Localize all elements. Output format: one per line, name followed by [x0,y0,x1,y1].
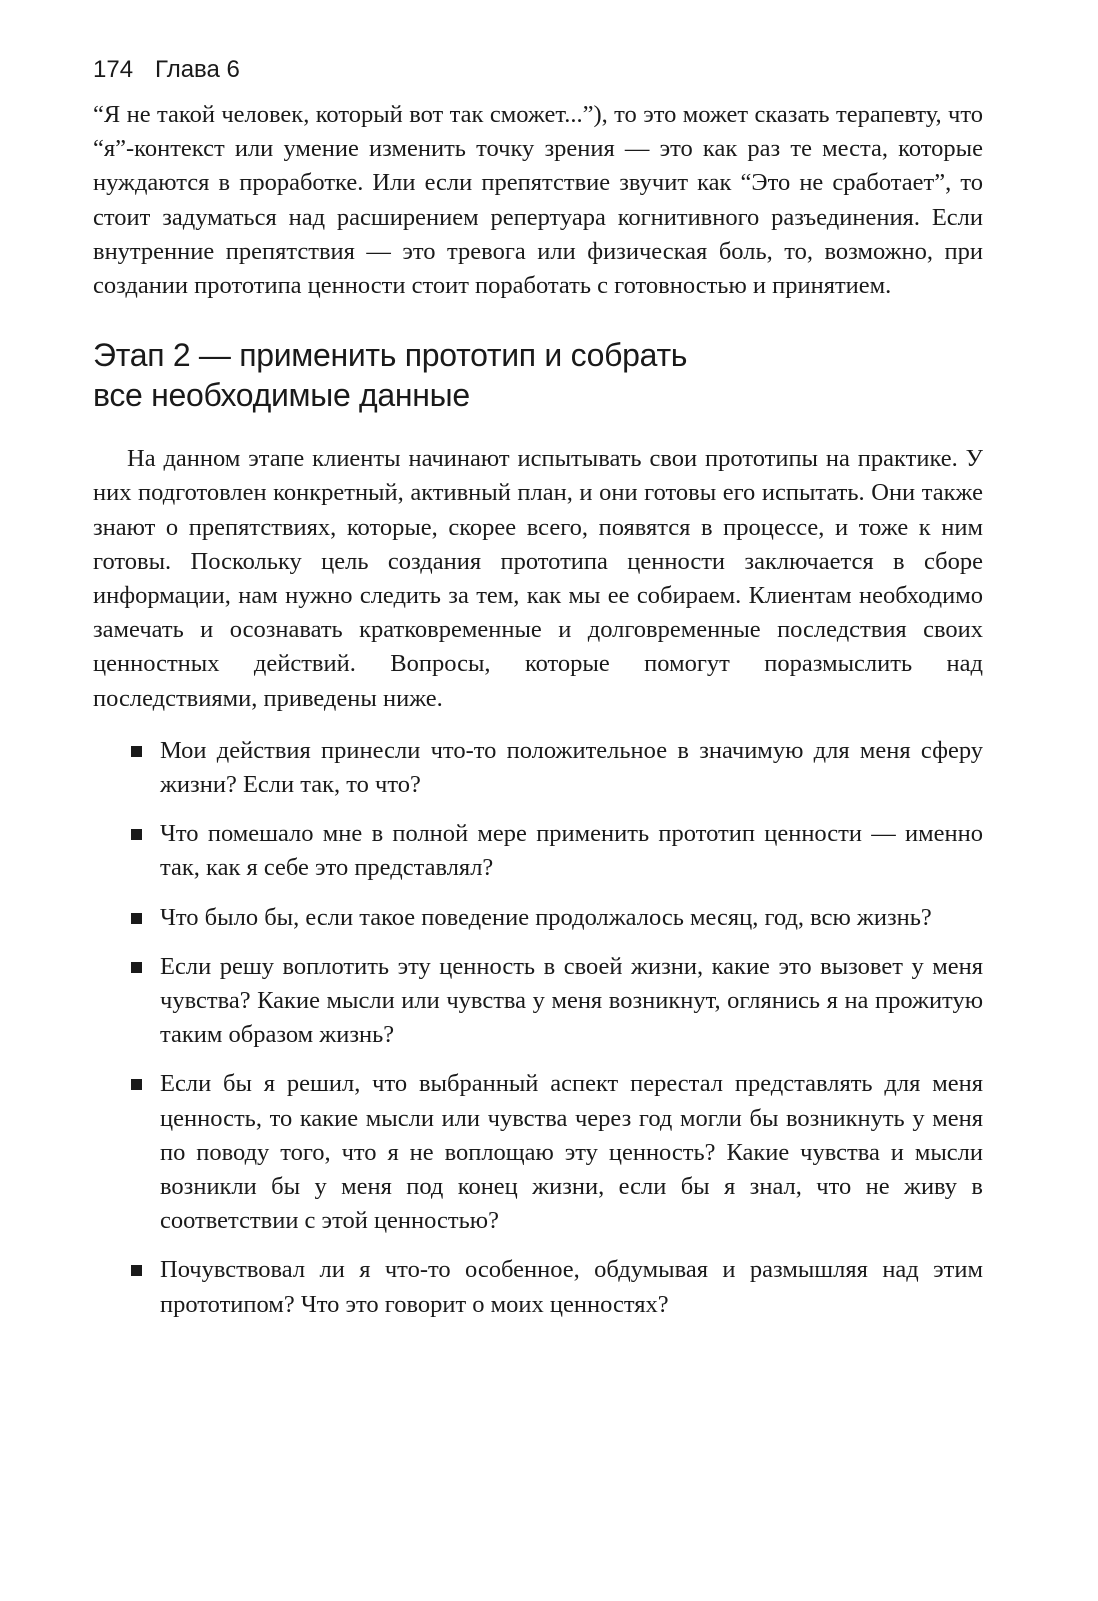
list-item-text: Если решу воплотить эту ценность в своей жизни, какие это вызовет у меня чувства? Какие мысли или чувства у меня возникнут, оглянись я на прожитую таким образом жизнь? [160,952,983,1049]
square-bullet-icon [131,829,142,840]
square-bullet-icon [131,746,142,757]
list-item [93,734,983,802]
section-heading-line-2: все необходимые данные [93,377,470,414]
square-bullet-icon [131,1265,142,1276]
list-item-text: Что помешало мне в полной мере применить прототип ценности — именно так, как я себе это представлял? [160,820,983,882]
list-item [93,1067,983,1238]
square-bullet-icon [131,913,142,924]
section-heading [93,335,983,415]
list-item [93,817,983,885]
book-page [93,52,983,1337]
list-item-text: Если бы я решил, что выбранный аспект перестал представлять для меня ценность, то какие мысли или чувства через год могли бы возникнуть у меня по поводу того, что я не воплощаю эту ценность? Какие чувства и мысли возникли бы у меня под конец жизни, если бы я знал, что не живу в соответствии с этой ценностью? [160,1070,983,1235]
list-item-text: Мои действия принесли что-то положительное в значимую для меня сферу жизни? Если так, то что? [160,736,983,799]
section-paragraph: На данном этапе клиенты начинают испытывать свои прототипы на практике. У них подготовлен конкретный, активный план, и они готовы его испытать. Они также знают о препятствиях, которые, скорее всего, появятся в процессе, и тоже к ним готовы. Поскольку цель создания прототипа ценности заключается в сборе информации, нам нужно следить за тем, как мы ее собираем. Клиентам необходимо замечать и осознавать кратковременные и долговременные последствия своих ценностных действий. Вопросы, которые помогут поразмыслить над последствиями, приведены ниже. [93,445,983,712]
list-item-text: Почувствовал ли я что-то особенное, обдумывая и размышляя над этим прототипом? Что это говорит о моих ценностях? [160,1256,983,1318]
list-item [93,901,983,935]
square-bullet-icon [131,1079,142,1090]
chapter-title: Глава 6 [155,56,240,83]
page-number: 174 [93,56,134,83]
list-item-text: Что было бы, если такое поведение продолжалось месяц, год, всю жизнь? [160,903,932,931]
list-item [93,1253,983,1321]
running-header [93,52,983,88]
list-item [93,950,983,1053]
square-bullet-icon [131,962,142,973]
section-heading-line-1: Этап 2 — применить прототип и собрать [93,337,688,374]
questions-list [93,734,983,1322]
intro-paragraph: “Я не такой человек, который вот так сможет...”), то это может сказать терапевту, что “я”-контекст или умение изменить точку зрения — это как раз те места, которые нуждаются в проработке. Или если препятствие звучит как “Это не сработает”, то стоит задуматься над расширением репертуара когнитивного разъединения. Если внутренние препятствия — это тревога или физическая боль, то, возможно, при создании прототипа ценности стоит поработать с готовностью и принятием. [93,101,983,300]
